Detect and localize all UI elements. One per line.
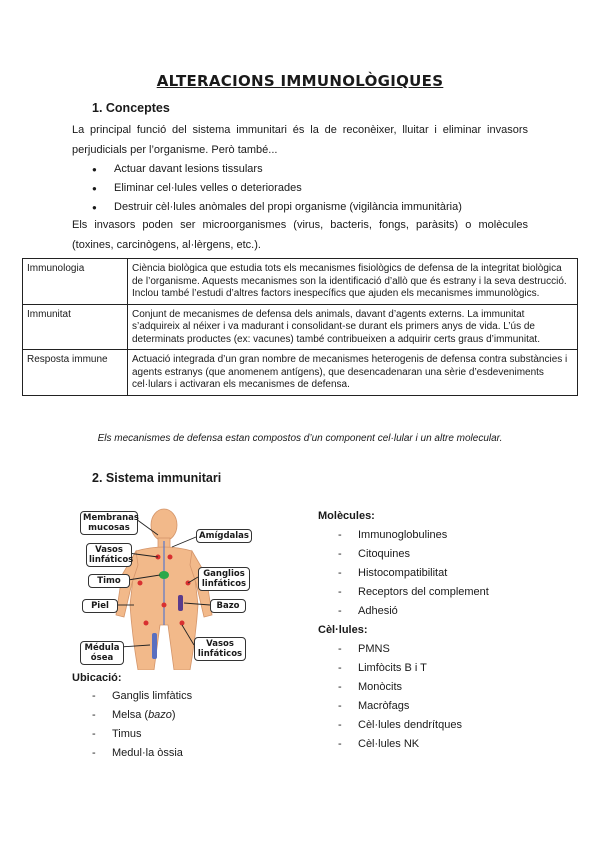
invaders-paragraph: Els invasors poden ser microorganismes (virus, bacteris, fongs, paràsits) o molècules (toxines, carcinògens, al·lèrgens, etc.). [72,219,528,251]
spleen-shape [178,595,183,611]
definitions-table [22,258,578,396]
table-definition: Actuació integrada d’un gran nombre de mecanismes heterogenis de defensa contra substàncies i agents estranys (que anomenem antígens), que desencadenaran una sèrie d’esdeveniments cel·lulars i activaran els mecanismes de defensa. [128,350,578,396]
list-item: - Ganglis limfàtics [90,687,290,706]
list-item: ● Destruir cèl·lules anòmales del propi organisme (vigilància immunitària) [92,198,512,217]
cells-list [336,640,556,754]
table-row [23,259,578,305]
list-item: - Receptors del complement [336,583,556,602]
list-item-text: Melsa ( [112,709,149,721]
table-term: Immunologia [23,259,128,305]
list-item: ● Eliminar cel·lules velles o deteriorades [92,179,512,198]
label-vasos-bottom: Vasos linfáticos [194,637,246,661]
list-item [90,706,290,725]
list-item: - Monòcits [336,678,556,697]
table-row [23,304,578,350]
table-caption: Els mecanismes de defensa estan compostos d’un component cel·lular i un altre molecular. [97,433,503,444]
list-item: - Citoquines [336,545,556,564]
label-timo: Timo [88,574,130,588]
list-item: - Cèl·lules dendrítques [336,716,556,735]
list-item: ● Actuar davant lesions tissulars [92,160,512,179]
section-heading-sistema: 2. Sistema immunitari [92,471,222,485]
list-item: - PMNS [336,640,556,659]
functions-list [92,160,512,217]
intro-paragraph: La principal funció del sistema immunitari és la de reconèixer, lluitar i eliminar invasors perjudicials per l’organisme. Però també... [72,124,528,156]
label-vasos-top: Vasos linfáticos [86,543,132,567]
table-definition: Conjunt de mecanismes de defensa dels animals, davant d’agents externs. La immunitat s’adquireix al néixer i va madurant i consolidant-se durant els primers anys de vida. L’ús de determinats productes (ex: vacunes) també contribueixen a adquirir certs graus d’immunitat. [128,304,578,350]
bone-marrow-shape [152,633,157,659]
list-item: - Cèl·lules NK [336,735,556,754]
page-title: ALTERACIONS IMMUNOLÒGIQUES [156,72,444,90]
cells-title: Cèl·lules: [318,624,368,636]
molecules-list [336,526,556,621]
label-ganglios: Ganglios linfáticos [198,567,250,591]
label-membranes: Membranas mucosas [80,511,138,535]
label-bazo: Bazo [210,599,246,613]
label-medula: Médula ósea [80,641,124,665]
label-piel: Piel [82,599,118,613]
list-item: - Limfòcits B i T [336,659,556,678]
list-item: - Macròfags [336,697,556,716]
table-term: Resposta immune [23,350,128,396]
list-item: - Medul·la òssia [90,744,290,763]
section-heading-conceptes: 1. Conceptes [92,101,170,115]
table-row [23,350,578,396]
immune-system-figure [78,505,250,670]
list-item-after: ) [171,709,176,721]
list-item: - Histocompatibilitat [336,564,556,583]
ubicacio-title: Ubicació: [72,672,122,684]
thymus-shape [159,571,169,579]
molecules-title: Molècules: [318,510,375,522]
list-item-italic: bazo [148,709,172,721]
list-item: - Adhesió [336,602,556,621]
list-item: - Timus [90,725,290,744]
ubicacio-list [90,687,290,763]
label-amigdalas: Amígdalas [196,529,252,543]
table-term: Immunitat [23,304,128,350]
table-definition: Ciència biològica que estudia tots els mecanismes fisiològics de defensa de la integritat biològica de l’organisme. Aquests mecanismes son la identificació d’allò que és estrany i la seva destrucció. Inclou també l’estudi d’altres factors inespecífics que ajuden els mecanismes immunològics. [128,259,578,305]
list-item: - Immunoglobulines [336,526,556,545]
